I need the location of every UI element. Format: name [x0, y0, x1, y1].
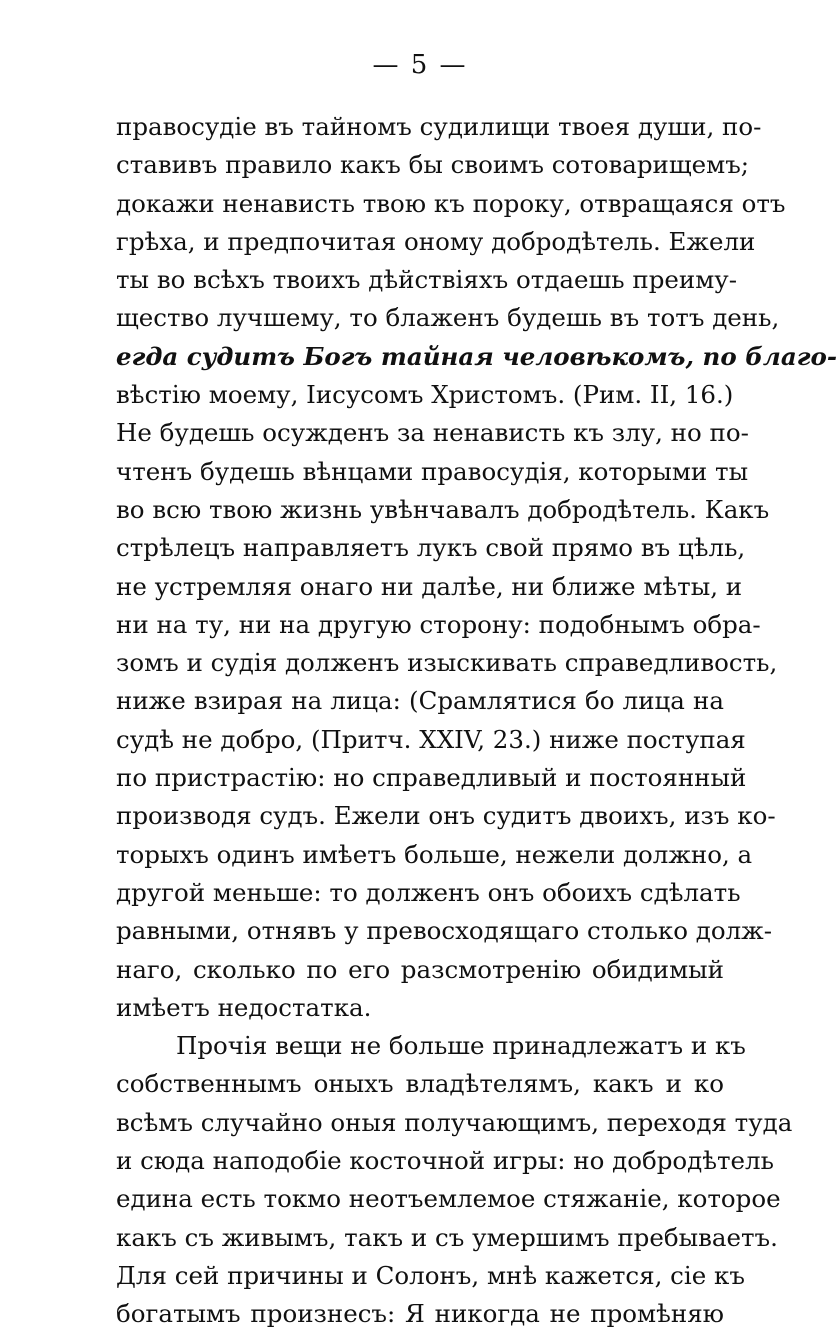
text-line: грѣха, и предпочитая оному добродѣтель. Ежели [116, 226, 756, 256]
body-text [116, 108, 838, 1334]
text-line: щество лучшему, то блаженъ будешь въ тотъ день, [116, 303, 780, 333]
text-line: богатымъ произнесъ: Я никогда не промѣняю [116, 1299, 724, 1329]
text-line: и сюда наподобіе косточной игры: но добродѣтель [116, 1146, 774, 1176]
text-line: всѣмъ случайно оныя получающимъ, переходя туда [116, 1107, 793, 1137]
italic-quote-line: егда судитъ Богъ тайная человѣкомъ, по благо- [116, 341, 838, 371]
page-number: — 5 — [372, 50, 468, 80]
text-line: стрѣлецъ направляетъ лукъ свой прямо въ цѣль, [116, 533, 746, 563]
text-line: едина есть токмо неотъемлемое стяжаніе, которое [116, 1184, 781, 1214]
text-line: правосудіе въ тайномъ судилищи твоея души, по- [116, 112, 762, 141]
text-line: вѣстію моему, Іисусомъ Христомъ. (Рим. II, 16.) [116, 380, 734, 410]
text-line: не устремляя онаго ни далѣе, ни ближе мѣты, и [116, 571, 743, 601]
text-line: наго, сколько по его разсмотренію обидимый [116, 954, 724, 984]
text-line: Для сей причины и Солонъ, мнѣ кажется, сіе къ [116, 1260, 745, 1290]
text-line: во всю твою жизнь увѣнчавалъ добродѣтель. Какъ [116, 494, 770, 524]
text-line: судѣ не добро, (Притч. XXIV, 23.) ниже поступая [116, 724, 746, 754]
text-line: собственнымъ оныхъ владѣтелямъ, какъ и ко [116, 1069, 724, 1099]
text-line: ставивъ правило какъ бы своимъ сотоварищемъ; [116, 150, 750, 180]
text-line: торыхъ одинъ имѣетъ больше, нежели должно, а [116, 839, 753, 869]
text-line: ты во всѣхъ твоихъ дѣйствіяхъ отдаешь преиму- [116, 265, 738, 295]
paragraph-first-line: Прочія вещи не больше принадлежатъ и къ [176, 1031, 746, 1061]
text-line: производя судъ. Ежели онъ судитъ двоихъ, изъ ко- [116, 801, 776, 831]
text-line: Не будешь осужденъ за ненависть къ злу, но по- [116, 418, 749, 448]
text-line: ниже взирая на лица: (Срамлятися бо лица на [116, 686, 724, 716]
text-line: чтенъ будешь вѣнцами правосудія, которыми ты [116, 456, 749, 486]
text-line: имѣетъ недостатка. [116, 992, 372, 1022]
text-line: по пристрастію: но справедливый и постоянный [116, 763, 747, 793]
text-line: какъ съ живымъ, такъ и съ умершимъ пребываетъ. [116, 1222, 778, 1252]
text-line: зомъ и судія долженъ изыскивать справедливость, [116, 648, 778, 678]
text-line: равными, отнявъ у превосходящаго столько долж- [116, 916, 772, 946]
text-line: ни на ту, ни на другую сторону: подобнымъ обра- [116, 609, 761, 639]
text-line: докажи ненависть твою къ пороку, отвращаяся отъ [116, 188, 786, 218]
text-line: другой меньше: то долженъ онъ обоихъ сдѣлать [116, 877, 741, 907]
